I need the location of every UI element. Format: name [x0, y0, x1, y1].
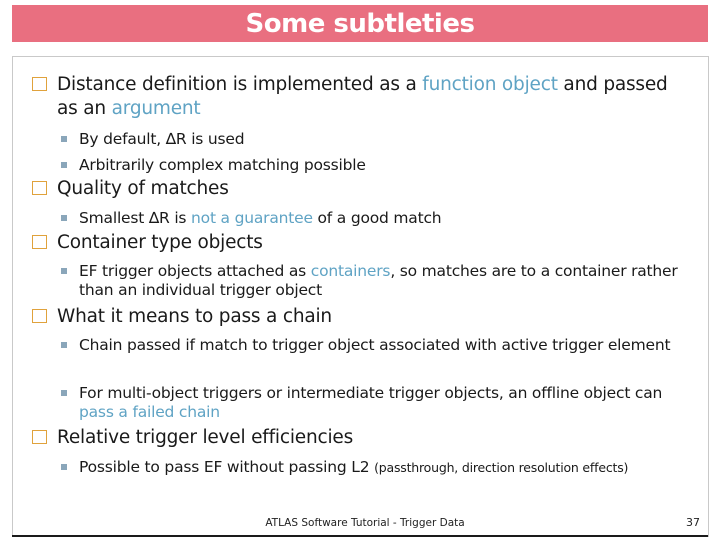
square-bullet-icon: [61, 342, 67, 348]
bullet-pass-a-chain: What it means to pass a chain: [57, 305, 677, 329]
square-bullet-icon: [61, 136, 67, 142]
slide-title: Some subtleties: [245, 8, 475, 39]
sub-bullet-complex-matching: Arbitrarily complex matching possible: [79, 156, 694, 175]
sub-bullet-ef-trigger-containers: EF trigger objects attached as containers, so matches are to a container rather than an individual trigger object: [79, 262, 694, 300]
highlight-not-a-guarantee: not a guarantee: [191, 209, 313, 227]
highlight-argument: argument: [111, 98, 201, 119]
title-bar: [12, 5, 708, 42]
highlight-function-object: function object: [422, 74, 558, 95]
checkbox-bullet-icon: [32, 181, 47, 195]
sub-bullet-smallest-dr: Smallest ∆R is not a guarantee of a good match: [79, 209, 694, 228]
footer-text: ATLAS Software Tutorial - Trigger Data: [265, 517, 465, 529]
bullet-container-type-objects: Container type objects: [57, 231, 677, 255]
bullet-relative-efficiencies: Relative trigger level efficiencies: [57, 426, 677, 450]
highlight-pass-a-failed-chain: pass a failed chain: [79, 403, 220, 421]
square-bullet-icon: [61, 215, 67, 221]
checkbox-bullet-icon: [32, 235, 47, 249]
square-bullet-icon: [61, 464, 67, 470]
bullet-distance-definition: Distance definition is implemented as a function object and passed as an argument: [57, 73, 677, 121]
checkbox-bullet-icon: [32, 77, 47, 91]
footer-divider: [12, 535, 708, 537]
bullet-quality-of-matches: Quality of matches: [57, 177, 677, 201]
square-bullet-icon: [61, 268, 67, 274]
sub-bullet-default-dr: By default, ∆R is used: [79, 130, 694, 149]
parenthetical-note: (passthrough, direction resolution effects): [374, 460, 629, 475]
checkbox-bullet-icon: [32, 430, 47, 444]
sub-bullet-pass-ef-without-l2: Possible to pass EF without passing L2 (passthrough, direction resolution effects): [79, 458, 694, 477]
sub-bullet-multi-object-triggers: For multi-object triggers or intermediate trigger objects, an offline object can pass a failed chain: [79, 384, 694, 422]
checkbox-bullet-icon: [32, 309, 47, 323]
page-number: 37: [686, 516, 700, 529]
square-bullet-icon: [61, 162, 67, 168]
highlight-containers: containers: [310, 262, 391, 280]
sub-bullet-chain-passed: Chain passed if match to trigger object associated with active trigger element: [79, 336, 694, 355]
square-bullet-icon: [61, 390, 67, 396]
